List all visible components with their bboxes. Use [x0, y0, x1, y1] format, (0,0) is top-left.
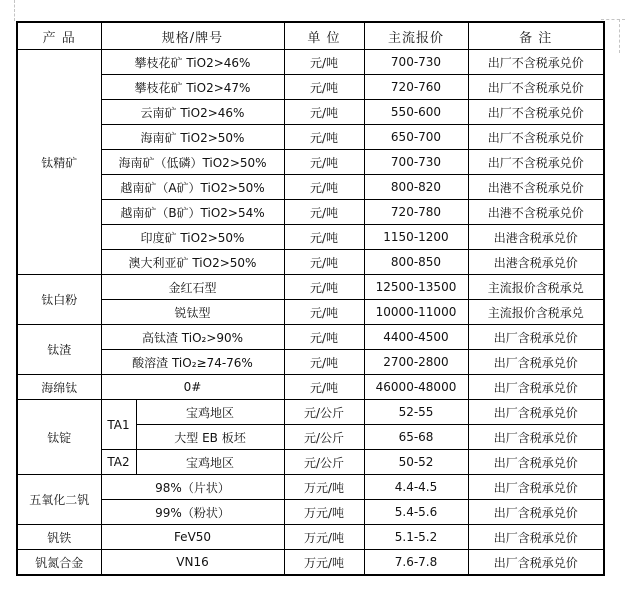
table-row [17, 75, 604, 100]
remark-cell: 出厂含税承兑价 [468, 400, 604, 425]
price-cell: 65-68 [364, 425, 468, 450]
col-header-spec: 规格/牌号 [101, 22, 284, 50]
product-group-cell: 钛锭 [17, 400, 101, 475]
unit-cell: 元/吨 [284, 250, 364, 275]
price-cell: 5.4-5.6 [364, 500, 468, 525]
table-row [17, 300, 604, 325]
spec-cell: 澳大利亚矿 TiO2>50% [101, 250, 284, 275]
spec-cell: 金红石型 [101, 275, 284, 300]
price-cell: 12500-13500 [364, 275, 468, 300]
price-cell: 720-760 [364, 75, 468, 100]
table-row [17, 550, 604, 576]
spec-cell: 宝鸡地区 [136, 400, 284, 425]
price-cell: 10000-11000 [364, 300, 468, 325]
unit-cell: 万元/吨 [284, 500, 364, 525]
spec-cell: FeV50 [101, 525, 284, 550]
price-cell: 52-55 [364, 400, 468, 425]
price-cell: 46000-48000 [364, 375, 468, 400]
table-row [17, 500, 604, 525]
spec-cell: 高钛渣 TiO₂>90% [101, 325, 284, 350]
unit-cell: 元/吨 [284, 175, 364, 200]
table-row [17, 450, 604, 475]
unit-cell: 元/吨 [284, 275, 364, 300]
product-group-cell: 海绵钛 [17, 375, 101, 400]
table-row [17, 375, 604, 400]
remark-cell: 出厂不含税承兑价 [468, 150, 604, 175]
table-row [17, 150, 604, 175]
product-group-cell: 钒铁 [17, 525, 101, 550]
remark-cell: 出厂不含税承兑价 [468, 50, 604, 75]
product-group-cell: 钛渣 [17, 325, 101, 375]
remark-cell: 出厂含税承兑价 [468, 425, 604, 450]
table-row [17, 400, 604, 425]
spec-cell: 99%（粉状） [101, 500, 284, 525]
page-break-dash-right [619, 19, 620, 53]
price-cell: 700-730 [364, 150, 468, 175]
spec-cell: 越南矿（A矿）TiO2>50% [101, 175, 284, 200]
product-group-cell: 钛白粉 [17, 275, 101, 325]
remark-cell: 出厂不含税承兑价 [468, 75, 604, 100]
page-break-dash-left [14, 0, 15, 21]
spec-cell: 海南矿 TiO2>50% [101, 125, 284, 150]
price-cell: 800-820 [364, 175, 468, 200]
spec-cell: 云南矿 TiO2>46% [101, 100, 284, 125]
spec-cell: 攀枝花矿 TiO2>47% [101, 75, 284, 100]
product-group-cell: 钒氮合金 [17, 550, 101, 576]
unit-cell: 万元/吨 [284, 550, 364, 576]
price-cell: 700-730 [364, 50, 468, 75]
unit-cell: 万元/吨 [284, 525, 364, 550]
remark-cell: 出厂含税承兑价 [468, 375, 604, 400]
unit-cell: 元/吨 [284, 150, 364, 175]
col-header-product: 产 品 [17, 22, 101, 50]
unit-cell: 元/吨 [284, 50, 364, 75]
spec-cell: 越南矿（B矿）TiO2>54% [101, 200, 284, 225]
unit-cell: 元/吨 [284, 375, 364, 400]
remark-cell: 出港含税承兑价 [468, 250, 604, 275]
remark-cell: 出厂含税承兑价 [468, 475, 604, 500]
page-break-dash-top-right [601, 19, 625, 20]
unit-cell: 元/吨 [284, 300, 364, 325]
spec-cell: 锐钛型 [101, 300, 284, 325]
remark-cell: 主流报价含税承兑 [468, 275, 604, 300]
remark-cell: 出港不含税承兑价 [468, 175, 604, 200]
table-row [17, 125, 604, 150]
product-group-cell: 钛精矿 [17, 50, 101, 275]
col-header-unit: 单 位 [284, 22, 364, 50]
spec-cell: 印度矿 TiO2>50% [101, 225, 284, 250]
price-cell: 4400-4500 [364, 325, 468, 350]
table-row [17, 475, 604, 500]
remark-cell: 出厂不含税承兑价 [468, 100, 604, 125]
header-row [17, 22, 604, 50]
remark-cell: 出厂含税承兑价 [468, 350, 604, 375]
table-row [17, 275, 604, 300]
col-header-price: 主流报价 [364, 22, 468, 50]
spec-cell: VN16 [101, 550, 284, 576]
price-cell: 4.4-4.5 [364, 475, 468, 500]
unit-cell: 元/吨 [284, 100, 364, 125]
spec-cell: 宝鸡地区 [136, 450, 284, 475]
remark-cell: 出厂含税承兑价 [468, 325, 604, 350]
price-cell: 550-600 [364, 100, 468, 125]
table-row [17, 200, 604, 225]
unit-cell: 元/吨 [284, 325, 364, 350]
unit-cell: 万元/吨 [284, 475, 364, 500]
table-row [17, 175, 604, 200]
table-row [17, 525, 604, 550]
unit-cell: 元/公斤 [284, 450, 364, 475]
spec-cell: 酸溶渣 TiO₂≥74-76% [101, 350, 284, 375]
price-cell: 1150-1200 [364, 225, 468, 250]
remark-cell: 出厂不含税承兑价 [468, 125, 604, 150]
remark-cell: 出厂含税承兑价 [468, 500, 604, 525]
price-cell: 800-850 [364, 250, 468, 275]
unit-cell: 元/公斤 [284, 400, 364, 425]
unit-cell: 元/吨 [284, 225, 364, 250]
price-cell: 650-700 [364, 125, 468, 150]
spec-cell: 攀枝花矿 TiO2>46% [101, 50, 284, 75]
unit-cell: 元/吨 [284, 75, 364, 100]
remark-cell: 出厂含税承兑价 [468, 525, 604, 550]
remark-cell: 出厂含税承兑价 [468, 550, 604, 576]
spec-cell: 大型 EB 板坯 [136, 425, 284, 450]
table-row [17, 250, 604, 275]
price-cell: 2700-2800 [364, 350, 468, 375]
table-row [17, 350, 604, 375]
table-row [17, 100, 604, 125]
table-row [17, 225, 604, 250]
spec-cell: 98%（片状） [101, 475, 284, 500]
unit-cell: 元/吨 [284, 200, 364, 225]
remark-cell: 出厂含税承兑价 [468, 450, 604, 475]
remark-cell: 出港不含税承兑价 [468, 200, 604, 225]
price-cell: 5.1-5.2 [364, 525, 468, 550]
ta-grade-cell: TA1 [101, 400, 136, 450]
price-cell: 720-780 [364, 200, 468, 225]
col-header-remark: 备 注 [468, 22, 604, 50]
table-row [17, 325, 604, 350]
unit-cell: 元/公斤 [284, 425, 364, 450]
unit-cell: 元/吨 [284, 350, 364, 375]
table-row [17, 50, 604, 75]
price-cell: 50-52 [364, 450, 468, 475]
remark-cell: 出港含税承兑价 [468, 225, 604, 250]
product-group-cell: 五氧化二钒 [17, 475, 101, 525]
ta-grade-cell: TA2 [101, 450, 136, 475]
spec-cell: 海南矿（低磷）TiO2>50% [101, 150, 284, 175]
price-table [16, 21, 605, 576]
spec-cell: 0# [101, 375, 284, 400]
remark-cell: 主流报价含税承兑 [468, 300, 604, 325]
price-cell: 7.6-7.8 [364, 550, 468, 576]
unit-cell: 元/吨 [284, 125, 364, 150]
